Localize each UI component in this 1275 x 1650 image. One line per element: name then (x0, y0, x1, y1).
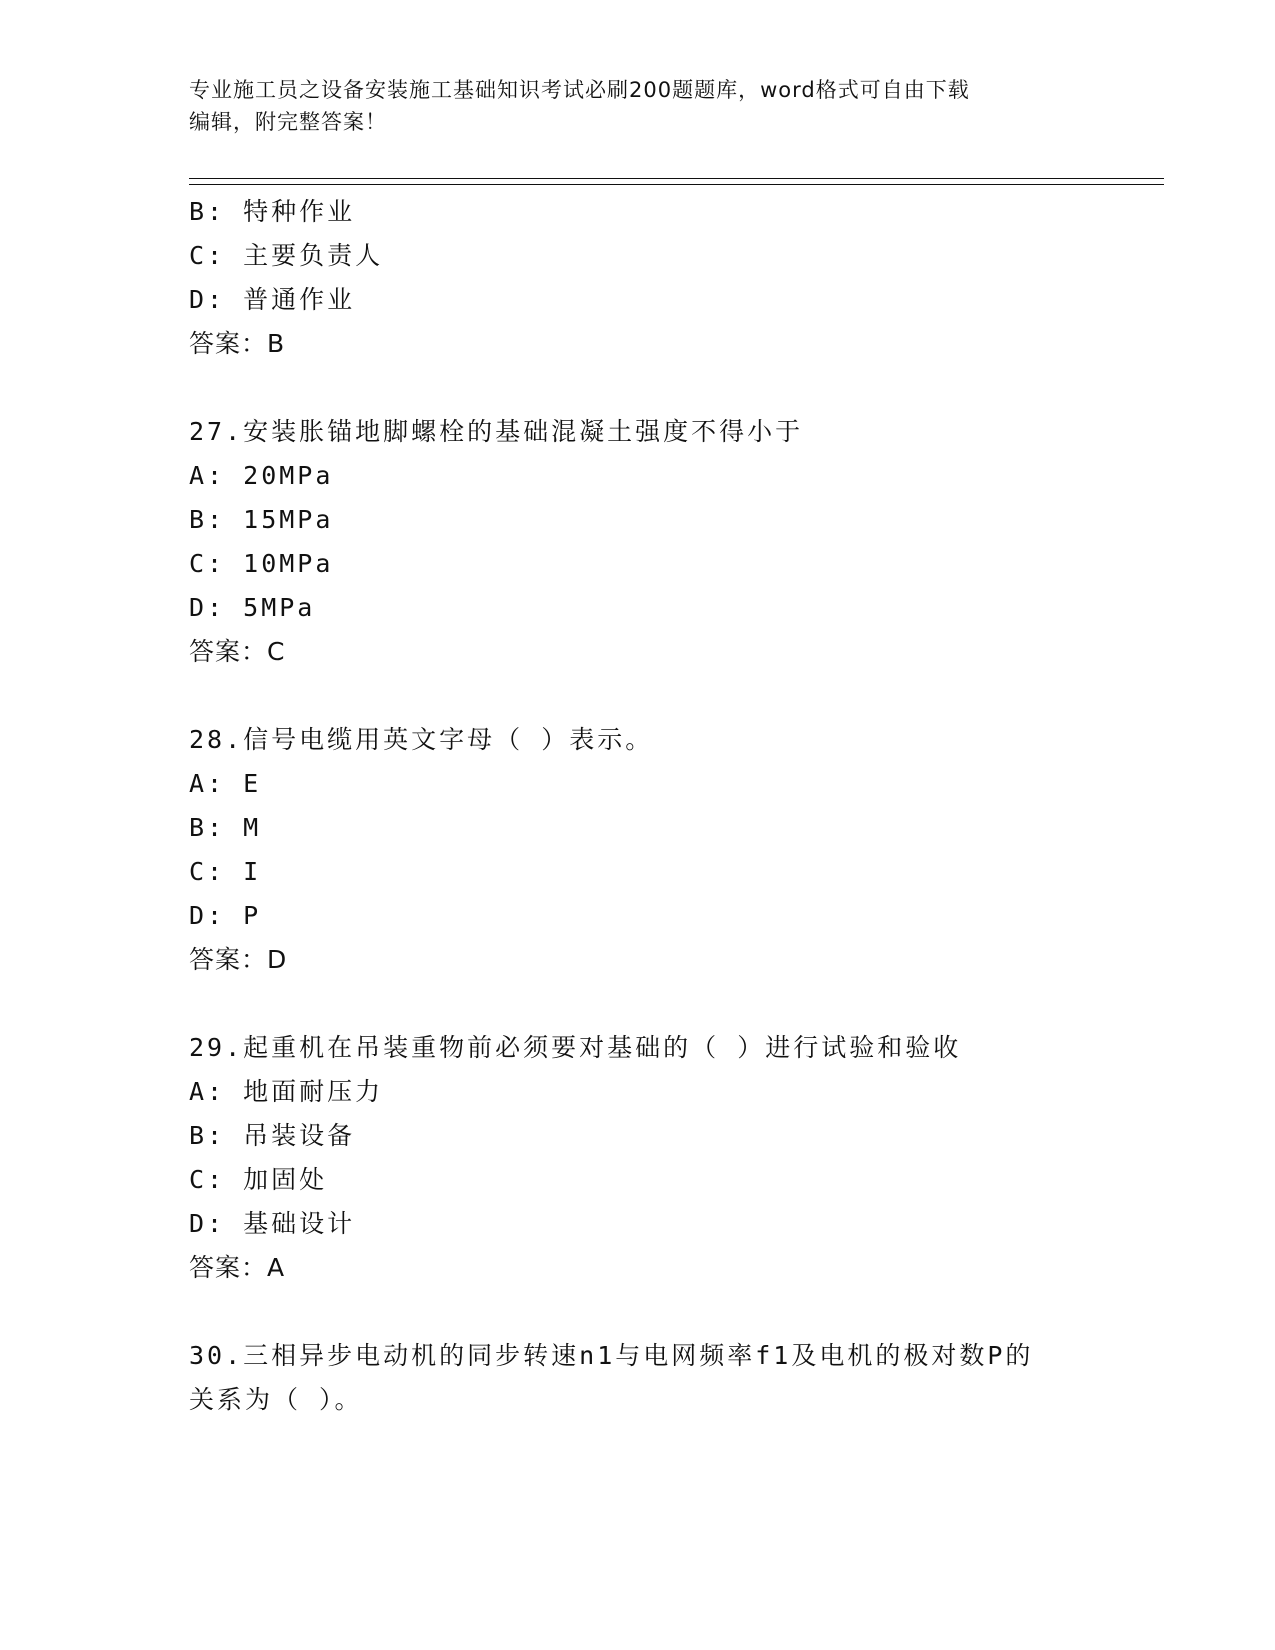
q29-option-d: D: 基础设计 (189, 1209, 356, 1238)
q29-option-c: C: 加固处 (189, 1165, 328, 1194)
header-divider-bottom (189, 184, 1164, 185)
q26-option-d: D: 普通作业 (189, 285, 356, 314)
q30-stem-line-2: 关系为（ ）。 (189, 1385, 363, 1414)
q29-option-b: B: 吊装设备 (189, 1121, 356, 1150)
q28-option-b: B: M (189, 813, 262, 842)
q28-stem: 28.信号电缆用英文字母（ ）表示。 (189, 725, 654, 754)
q29-stem: 29.起重机在吊装重物前必须要对基础的（ ）进行试验和验收 (189, 1033, 962, 1062)
q28-option-c: C: I (189, 857, 262, 886)
q26-option-b: B: 特种作业 (189, 197, 356, 226)
q27-option-c: C: 10MPa (189, 549, 334, 578)
header-title-line-2: 编辑，附完整答案！ (189, 110, 387, 134)
q28-option-a: A: E (189, 769, 262, 798)
q26-option-c: C: 主要负责人 (189, 241, 384, 270)
q28-option-d: D: P (189, 901, 262, 930)
q27-stem: 27.安装胀锚地脚螺栓的基础混凝土强度不得小于 (189, 417, 804, 446)
q27-option-a: A: 20MPa (189, 461, 334, 490)
document-header (189, 74, 1069, 138)
q27-option-b: B: 15MPa (189, 505, 334, 534)
header-divider-top (189, 178, 1164, 179)
q27-option-d: D: 5MPa (189, 593, 316, 622)
q29-answer: 答案：A (189, 1253, 286, 1282)
q26-answer: 答案：B (189, 329, 286, 358)
q30-stem-line-1: 30.三相异步电动机的同步转速n1与电网频率f1及电机的极对数P的 (189, 1341, 1034, 1370)
q28-answer: 答案：D (189, 945, 288, 974)
q27-answer: 答案：C (189, 637, 286, 666)
q29-option-a: A: 地面耐压力 (189, 1077, 384, 1106)
header-title-line-1: 专业施工员之设备安装施工基础知识考试必刷200题题库，word格式可自由下载 (189, 78, 970, 102)
